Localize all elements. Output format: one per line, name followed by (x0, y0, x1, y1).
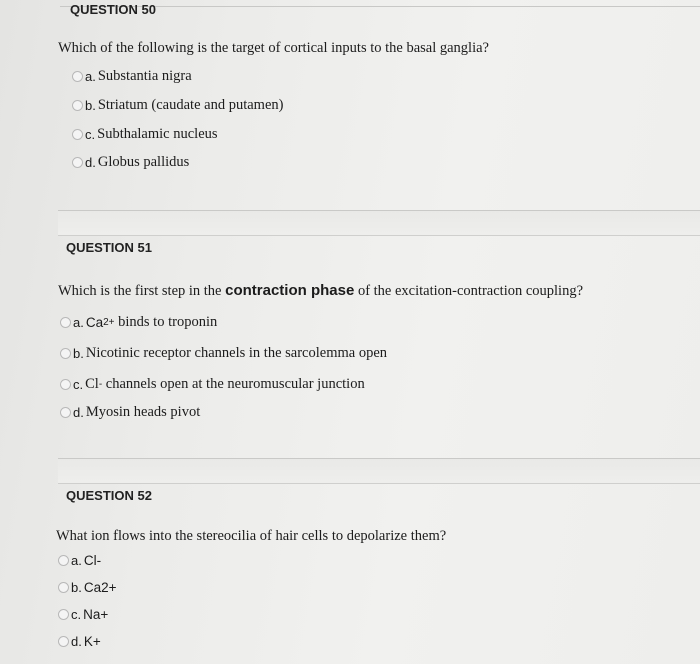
option-text: K+ (83, 634, 101, 649)
option-text: Na+ (83, 607, 109, 622)
option-letter: c. (85, 127, 96, 142)
question-52-text: What ion flows into the stereocilia of hair cells to depolarize them? (56, 528, 447, 544)
ion-symbol: Ca (85, 315, 104, 330)
question-51-option-a[interactable]: a. Ca 2+ binds to troponin (60, 314, 217, 331)
option-letter: a. (71, 553, 82, 568)
option-text: binds to troponin (114, 314, 218, 330)
question-separator (58, 458, 700, 484)
question-50-top-rule (60, 6, 700, 7)
question-50-text: Which of the following is the target of cortical inputs to the basal ganglia? (58, 40, 489, 56)
radio-button[interactable] (72, 100, 83, 111)
question-51-option-d[interactable] (60, 404, 200, 421)
option-text: Cl- (83, 553, 102, 568)
question-50-option-a[interactable] (72, 68, 192, 85)
option-text: Ca2+ (83, 580, 117, 595)
option-text: Nicotinic receptor channels in the sarcolemma open (85, 345, 388, 361)
option-letter: c. (71, 607, 82, 622)
question-51-text (58, 282, 583, 300)
option-text: Globus pallidus (97, 154, 190, 170)
question-50-option-b[interactable] (72, 97, 283, 114)
radio-button[interactable] (72, 129, 83, 140)
question-51-option-c[interactable]: c. Cl - channels open at the neuromuscular junction (60, 376, 365, 393)
question-52-option-c[interactable] (58, 607, 108, 622)
option-letter: b. (71, 580, 82, 595)
option-letter: c. (73, 377, 84, 392)
radio-button[interactable] (60, 379, 71, 390)
radio-button[interactable] (58, 582, 69, 593)
radio-button[interactable] (60, 317, 71, 328)
radio-button[interactable] (58, 555, 69, 566)
question-52-header: QUESTION 52 (66, 488, 152, 503)
question-50-option-c[interactable] (72, 126, 218, 143)
question-51-option-b[interactable] (60, 345, 387, 362)
option-text: Substantia nigra (97, 68, 192, 84)
option-text: channels open at the neuromuscular junction (102, 376, 365, 392)
question-51-text-start: Which is the first step in the (58, 283, 226, 299)
radio-button[interactable] (60, 348, 71, 359)
question-52-option-a[interactable] (58, 553, 101, 568)
option-letter: b. (73, 346, 84, 361)
radio-button[interactable] (58, 609, 69, 620)
option-letter: d. (73, 405, 84, 420)
option-letter: a. (73, 315, 84, 330)
option-text: Myosin heads pivot (85, 404, 201, 420)
question-50-option-d[interactable] (72, 154, 189, 171)
question-52-option-b[interactable] (58, 580, 117, 595)
radio-button[interactable] (60, 407, 71, 418)
radio-button[interactable] (58, 636, 69, 647)
option-letter: b. (85, 98, 96, 113)
option-text: Subthalamic nucleus (97, 126, 218, 142)
option-letter: d. (71, 634, 82, 649)
question-51-text-emphasis: contraction phase (225, 282, 355, 299)
radio-button[interactable] (72, 71, 83, 82)
option-letter: d. (85, 155, 96, 170)
question-52-option-d[interactable] (58, 634, 101, 649)
radio-button[interactable] (72, 157, 83, 168)
option-text: Striatum (caudate and putamen) (97, 97, 284, 113)
question-51-header: QUESTION 51 (66, 240, 152, 255)
question-separator (58, 210, 700, 236)
ion-symbol: Cl (85, 376, 99, 392)
option-letter: a. (85, 69, 96, 84)
question-51-text-end: of the excitation-contraction coupling? (354, 283, 584, 299)
question-50-header: QUESTION 50 (70, 2, 156, 17)
